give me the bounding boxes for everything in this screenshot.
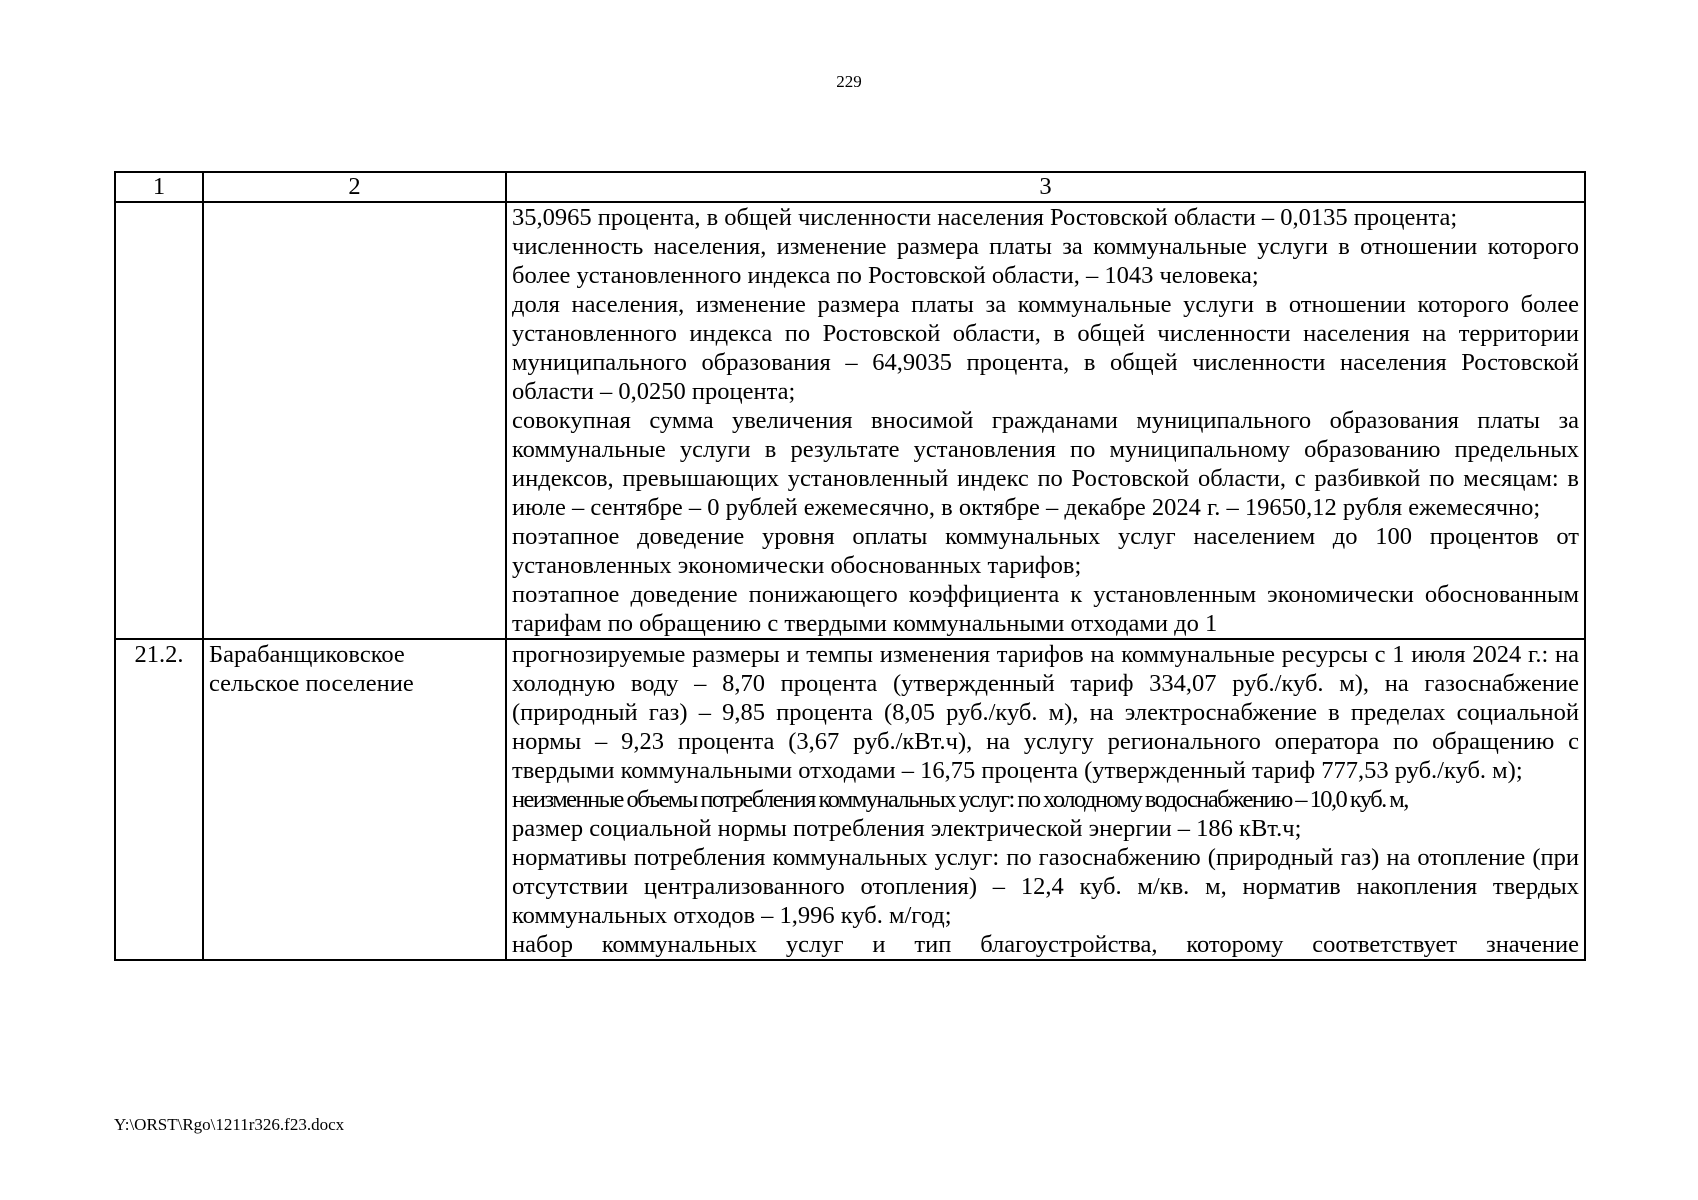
table-row — [115, 202, 1585, 639]
text-paragraph: размер социальной нормы потребления электрической энергии – 186 кВт.ч; — [512, 815, 1302, 842]
header-cell-3: 3 — [506, 172, 1585, 202]
text-paragraph: поэтапное доведение понижающего коэффициента к установленным экономически обоснованным тарифам по обращению с твердыми коммунальными отходами до 1 — [512, 581, 1579, 637]
text-paragraph: поэтапное доведение уровня оплаты коммунальных услуг населением до 100 процентов от установленных экономически обоснованных тарифов; — [512, 523, 1579, 579]
text-paragraph: набор коммунальных услуг и тип благоустройства, которому соответствует значение — [512, 931, 1579, 958]
text-paragraph: 35,0965 процента, в общей численности населения Ростовской области – 0,0135 процента; — [512, 204, 1458, 231]
table-row — [115, 639, 1585, 960]
row-text-cell — [506, 639, 1585, 960]
row-number-cell — [115, 202, 203, 639]
row-text-cell — [506, 202, 1585, 639]
page-number: 229 — [836, 72, 862, 91]
footer-file-path: Y:\ORST\Rgo\1211r326.f23.docx — [114, 1115, 345, 1134]
header-cell-1: 1 — [115, 172, 203, 202]
table-header-row — [115, 172, 1585, 202]
row-name-cell — [203, 202, 506, 639]
text-paragraph: нормативы потребления коммунальных услуг: по газоснабжению (природный газ) на отопление (при отсутствии централизованного отопления) – 12,4 куб. м/кв. м, норматив накопления твердых коммунальных отходов – 1,996 куб. м/год; — [512, 844, 1579, 929]
header-cell-2: 2 — [203, 172, 506, 202]
text-paragraph: совокупная сумма увеличения вносимой гражданами муниципального образования платы за коммунальные услуги в результате установления по муниципальному образованию предельных индексов, превышающих установленный индекс по Ростовской области, с разбивкой по месяцам: в июле – сентябре – 0 рублей ежемесячно, в октябре – декабре 2024 г. – 19650,12 рубля ежемесячно; — [512, 407, 1579, 521]
text-paragraph: доля населения, изменение размера платы за коммунальные услуги в отношении которого более установленного индекса по Ростовской области, в общей численности населения на территории муниципального образования – 64,9035 процента, в общей численности населения Ростовской области – 0,0250 процента; — [512, 291, 1579, 405]
row-name-cell: Барабанщиковское сельское поселение — [203, 639, 506, 960]
text-paragraph: неизменные объемы потребления коммунальных услуг: по холодному водоснабжению – 10,0 куб. м, — [512, 786, 1408, 813]
document-table — [114, 171, 1586, 961]
row-number-cell: 21.2. — [115, 639, 203, 960]
text-paragraph: прогнозируемые размеры и темпы изменения тарифов на коммунальные ресурсы с 1 июля 2024 г.: на холодную воду – 8,70 процента (утвержденный тариф 334,07 руб./куб. м), на газоснабжение (природный газ) – 9,85 процента (8,05 руб./куб. м), на электроснабжение в пределах социальной нормы – 9,23 процента (3,67 руб./кВт.ч), на услугу регионального оператора по обращению с твердыми коммунальными отходами – 16,75 процента (утвержденный тариф 777,53 руб./куб. м); — [512, 641, 1579, 784]
text-paragraph: численность населения, изменение размера платы за коммунальные услуги в отношении которого более установленного индекса по Ростовской области, – 1043 человека; — [512, 233, 1579, 289]
